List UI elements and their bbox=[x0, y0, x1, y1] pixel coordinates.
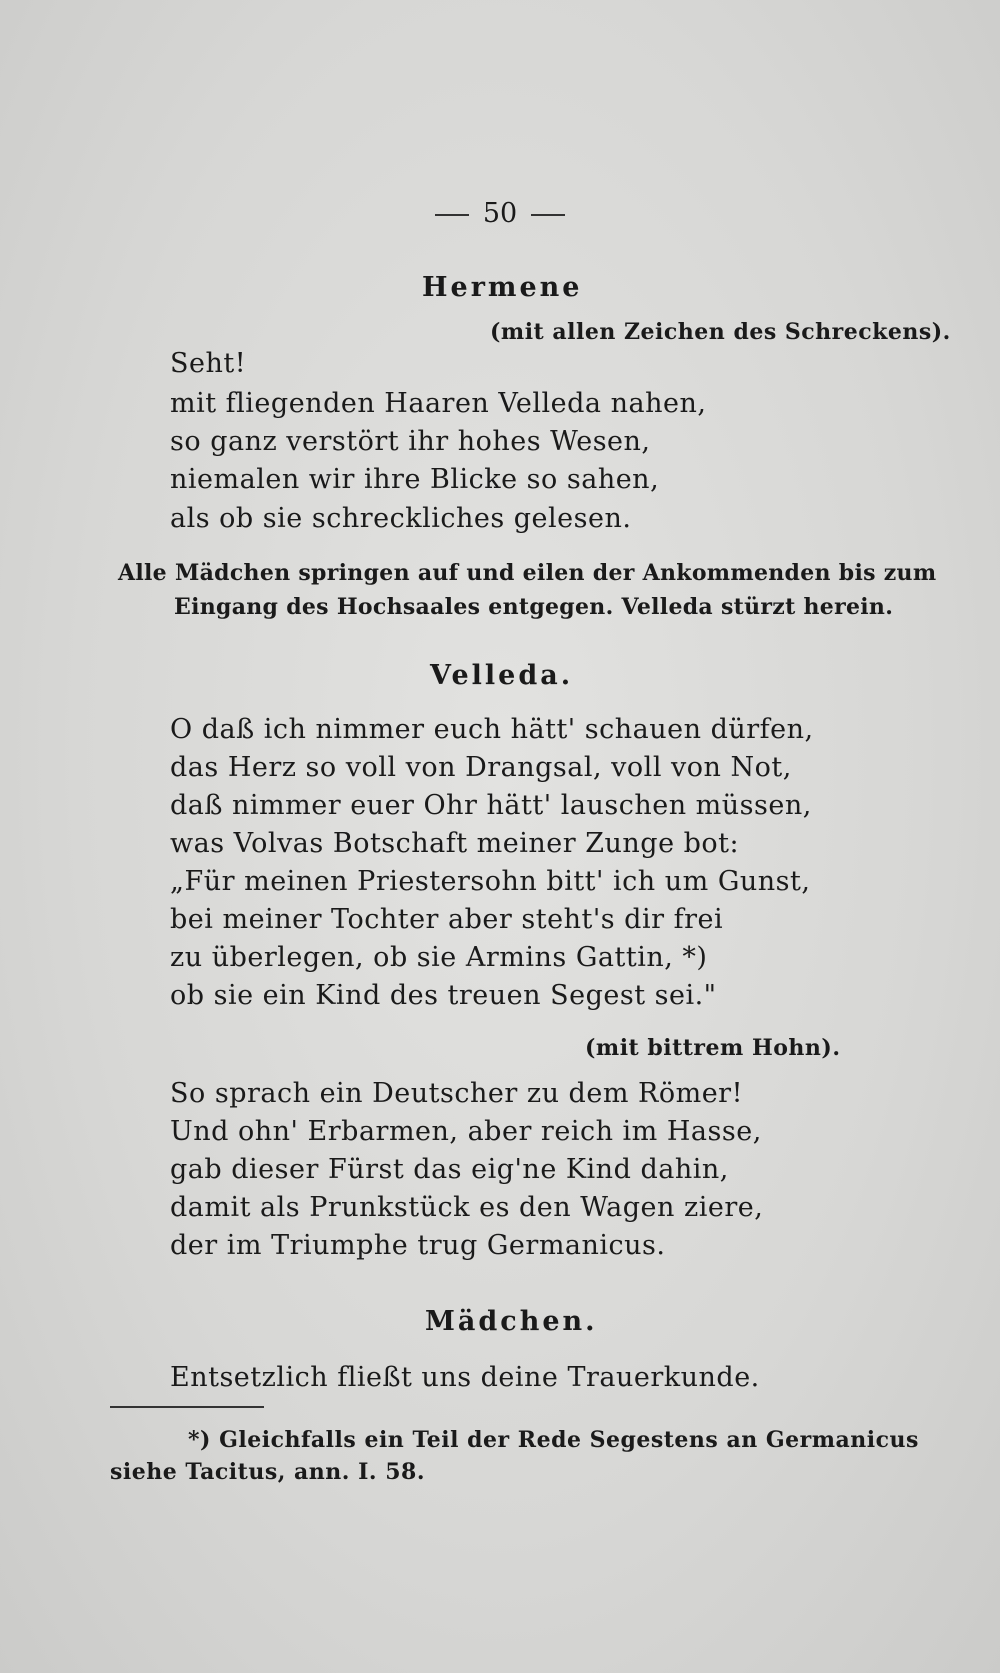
stage-direction-line: Eingang des Hochsaales entgegen. Velleda stürzt herein. bbox=[174, 594, 894, 620]
verse-line: So sprach ein Deutscher zu dem Römer! bbox=[170, 1078, 743, 1109]
verse-line: bei meiner Tochter aber steht's dir frei bbox=[170, 904, 724, 935]
verse-line: Entsetzlich fließt uns deine Trauerkunde. bbox=[170, 1362, 760, 1393]
footnote-line: *) Gleichfalls ein Teil der Rede Segestens an Germanicus bbox=[188, 1427, 919, 1453]
verse-line: daß nimmer euer Ohr hätt' lauschen müssen, bbox=[170, 790, 812, 821]
footnote-rule bbox=[110, 1406, 264, 1408]
speaker-velleda: Velleda. bbox=[430, 660, 574, 691]
verse-line: O daß ich nimmer euch hätt' schauen dürfen, bbox=[170, 714, 814, 745]
verse-line: so ganz verstört ihr hohes Wesen, bbox=[170, 426, 651, 457]
dash-left bbox=[435, 214, 469, 216]
verse-line: zu überlegen, ob sie Armins Gattin, *) bbox=[170, 942, 708, 973]
verse-line: damit als Prunkstück es den Wagen ziere, bbox=[170, 1192, 764, 1223]
stage-direction-hermene: (mit allen Zeichen des Schreckens). bbox=[490, 319, 951, 345]
speaker-maedchen: Mädchen. bbox=[425, 1306, 598, 1337]
verse-line: als ob sie schreckliches gelesen. bbox=[170, 503, 632, 534]
verse-line: was Volvas Botschaft meiner Zunge bot: bbox=[170, 828, 740, 859]
verse-line: Und ohn' Erbarmen, aber reich im Hasse, bbox=[170, 1116, 762, 1147]
verse-line: „Für meinen Priestersohn bitt' ich um Gunst, bbox=[170, 866, 811, 897]
dash-right bbox=[531, 214, 565, 216]
page-number-header bbox=[0, 198, 1000, 229]
stage-direction-line: Alle Mädchen springen auf und eilen der Ankommenden bis zum bbox=[118, 560, 937, 586]
verse-line: das Herz so voll von Drangsal, voll von Not, bbox=[170, 752, 792, 783]
verse-line: ob sie ein Kind des treuen Segest sei." bbox=[170, 980, 717, 1011]
stage-direction-velleda: (mit bittrem Hohn). bbox=[585, 1035, 841, 1061]
verse-line: niemalen wir ihre Blicke so sahen, bbox=[170, 464, 660, 495]
speaker-hermene: Hermene bbox=[422, 272, 583, 303]
verse-line: der im Triumphe trug Germanicus. bbox=[170, 1230, 666, 1261]
verse-line: gab dieser Fürst das eig'ne Kind dahin, bbox=[170, 1154, 729, 1185]
verse-line: Seht! bbox=[170, 348, 247, 379]
page-number: 50 bbox=[482, 198, 518, 229]
footnote-line: siehe Tacitus, ann. I. 58. bbox=[110, 1459, 425, 1485]
verse-line: mit fliegenden Haaren Velleda nahen, bbox=[170, 388, 707, 419]
